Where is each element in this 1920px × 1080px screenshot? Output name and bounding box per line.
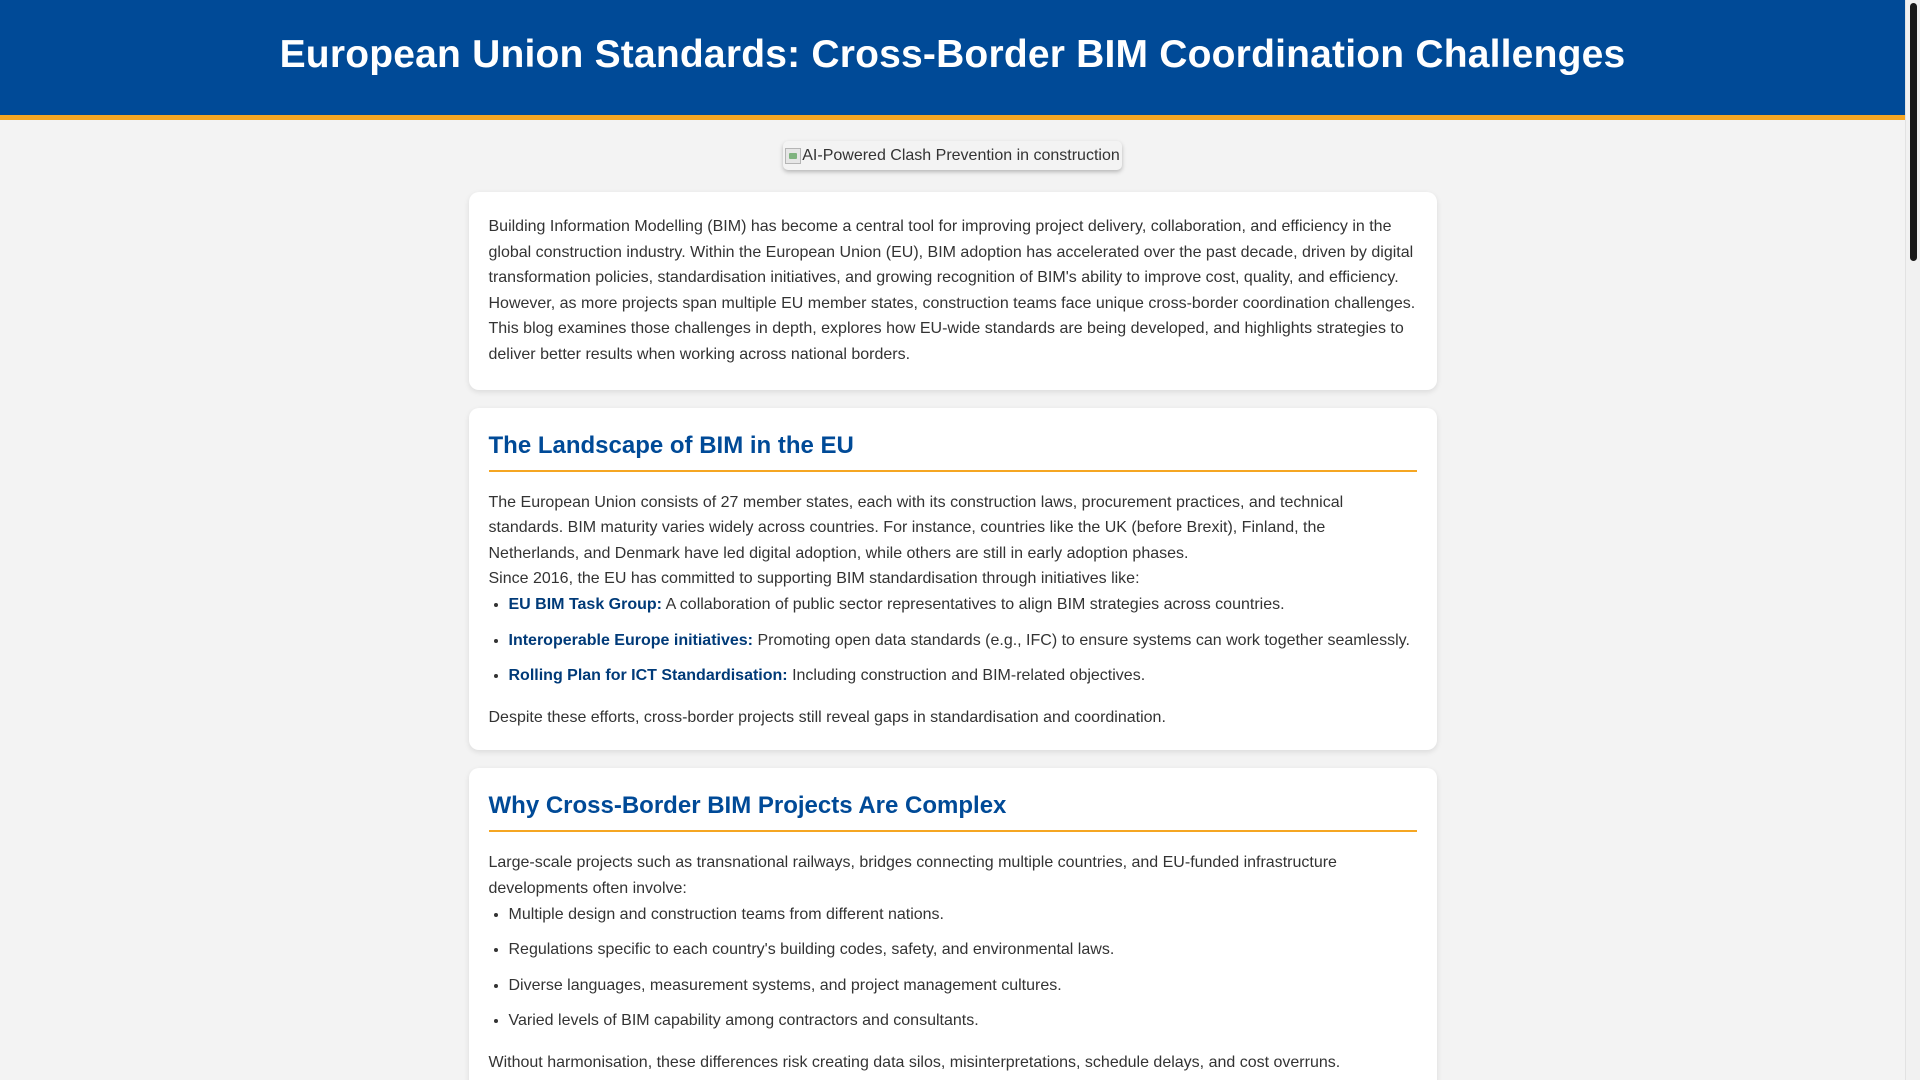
initiative-term: Interoperable Europe initiatives:	[508, 631, 753, 649]
complex-closing: Without harmonisation, these differences risk creating data silos, misinterpretations, schedule delays, and cost overruns.	[488, 1053, 1341, 1071]
broken-image-icon	[785, 148, 801, 164]
complex-card	[469, 768, 1437, 1080]
initiative-term: Rolling Plan for ICT Standardisation:	[508, 667, 788, 685]
hero-image-alt-text: AI-Powered Clash Prevention in construction	[802, 146, 1120, 164]
landscape-paragraph-2: Since 2016, the EU has committed to supporting BIM standardisation through initiatives like:	[488, 570, 1140, 588]
complexity-item: • Diverse languages, measurement systems, and project management cultures.	[509, 973, 1417, 999]
intro-paragraph: Building Information Modelling (BIM) has become a central tool for improving project delivery, collaboration, and efficiency in the global construction industry. Within the European Union (EU), BIM adoption has accelerated over the past decade, driven by digital transformation policies, standardisation initiatives, and growing recognition of BIM's ability to improve cost, quality, and efficiency. However, as more projects span multiple EU member states, construction teams face unique cross-border coordination challenges. This blog examines those challenges in depth, explores how EU-wide standards are being developed, and highlights strategies to deliver better results when working across national borders.	[488, 218, 1416, 363]
initiative-term: EU BIM Task Group:	[508, 595, 662, 613]
initiative-item	[509, 592, 1417, 618]
initiatives-list	[489, 592, 1417, 689]
hero-image	[783, 141, 1122, 170]
initiative-item	[509, 663, 1417, 689]
initiative-item	[509, 628, 1417, 654]
complex-paragraph: Large-scale projects such as transnational railways, bridges connecting multiple countries, and EU-funded infrastructure developments often involve:	[488, 854, 1337, 897]
complexity-item: • Regulations specific to each country's building codes, safety, and environmental laws.	[509, 937, 1417, 963]
initiative-text: Including construction and BIM-related objectives.	[787, 667, 1146, 685]
initiative-text: A collaboration of public sector representatives to align BIM strategies across countries.	[662, 595, 1285, 613]
scrollbar-thumb[interactable]	[1910, 3, 1917, 261]
landscape-card	[469, 408, 1437, 751]
landscape-closing: Despite these efforts, cross-border projects still reveal gaps in standardisation and coordination.	[488, 708, 1166, 726]
vertical-scrollbar[interactable]	[1905, 0, 1920, 1080]
complex-heading: Why Cross-Border BIM Projects Are Complex	[489, 788, 1417, 832]
intro-card	[469, 192, 1437, 390]
initiative-text: Promoting open data standards (e.g., IFC) to ensure systems can work together seamlessly.	[753, 631, 1410, 649]
complexity-item: • Varied levels of BIM capability among contractors and consultants.	[509, 1008, 1417, 1034]
landscape-heading: The Landscape of BIM in the EU	[489, 428, 1417, 472]
landscape-paragraph-1: The European Union consists of 27 member states, each with its construction laws, procurement practices, and technical standards. BIM maturity varies widely across countries. For instance, countries like the UK (before Brexit), Finland, the Netherlands, and Denmark have led digital adoption, while others are still in early adoption phases.	[488, 493, 1344, 562]
complexity-item: • Multiple design and construction teams from different nations.	[509, 902, 1417, 928]
page-title: European Union Standards: Cross-Border BIM Coordination Challenges	[279, 32, 1626, 76]
hero-image-container	[0, 141, 1905, 169]
complexity-list	[489, 902, 1417, 1034]
page-header	[0, 0, 1905, 120]
content-column	[469, 192, 1437, 1080]
